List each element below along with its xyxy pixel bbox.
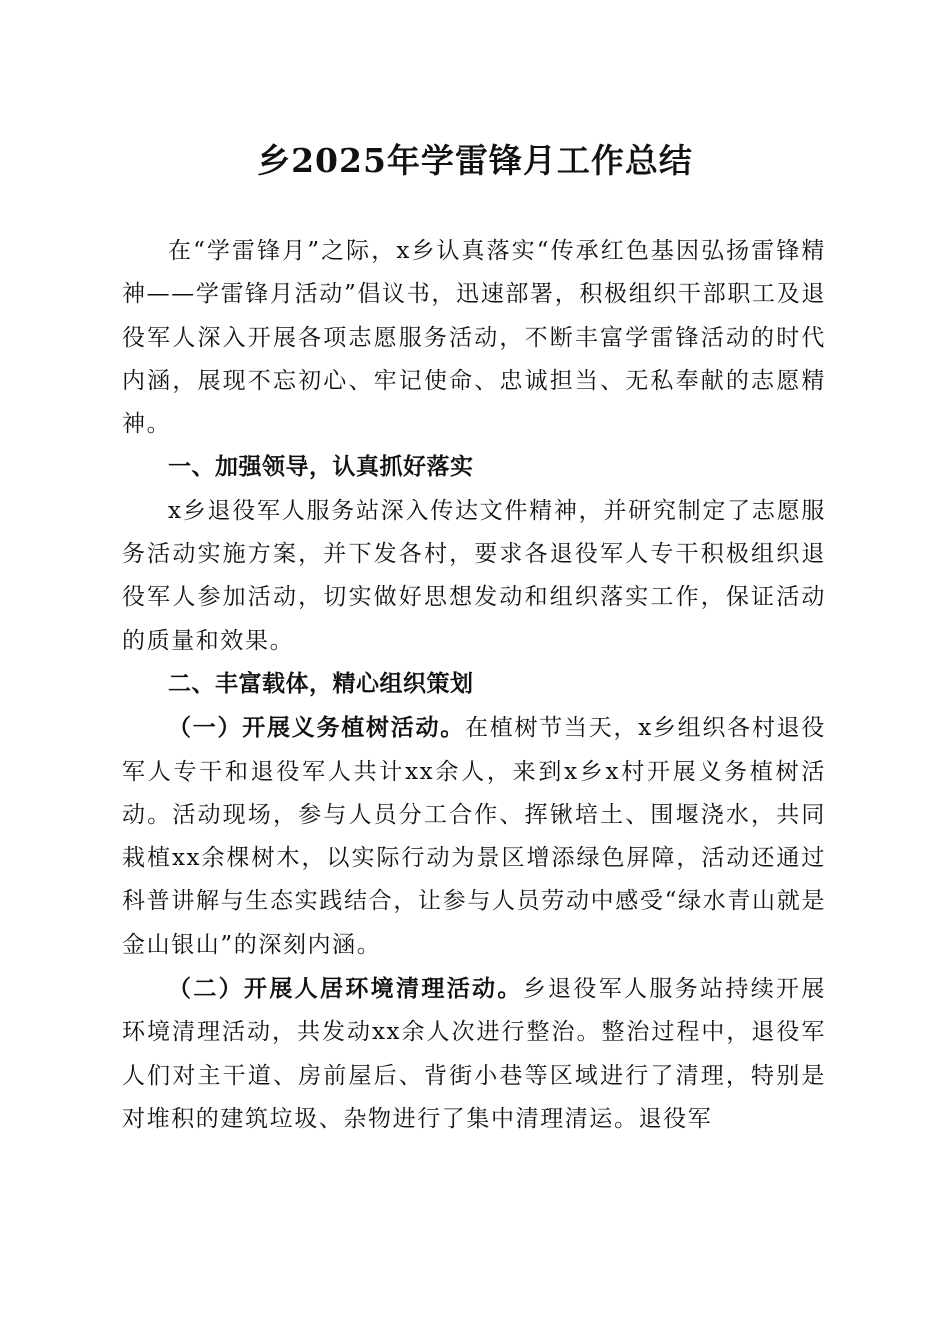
document-title: 乡2025年学雷锋月工作总结 xyxy=(257,141,693,180)
document-body xyxy=(122,230,826,1141)
section-1-paragraph: x乡退役军人服务站深入传达文件精神，并研究制定了志愿服务活动实施方案，并下发各村，要求各退役军人专干积极组织退役军人参加活动，切实做好思想发动和组织落实工作，保证活动的质量和效果。 xyxy=(122,497,826,654)
section-2-item-1-body: 在植树节当天，x乡组织各村退役军人专干和退役军人共计xx余人，来到x乡x村开展义务植树活动。活动现场，参与人员分工合作、挥锹培土、围堰浇水，共同栽植xx余棵树木，以实际行动为景区增添绿色屏障，活动还通过科普讲解与生态实践结合，让参与人员劳动中感受“绿水青山就是金山银山”的深刻内涵。 xyxy=(122,715,826,958)
section-1-heading: 一、加强领导，认真抓好落实 xyxy=(168,454,474,481)
section-2-item-2-lead: （二）开展人居环境清理活动。 xyxy=(168,975,523,1003)
section-2-item-1-paragraph xyxy=(122,706,826,967)
section-2-item-2-body: 乡退役军人服务站持续开展环境清理活动，共发动xx余人次进行整治。整治过程中，退役军人们对主干道、房前屋后、背街小巷等区域进行了清理，特别是对堆积的建筑垃圾、杂物进行了集中清理清运。退役军 xyxy=(122,976,826,1132)
section-2-item-1-lead: （一）开展义务植树活动。 xyxy=(168,714,465,742)
section-2-heading: 二、丰富载体，精心组织策划 xyxy=(168,670,474,697)
section-2-item-2-paragraph xyxy=(122,967,826,1141)
intro-paragraph: 在“学雷锋月”之际，x乡认真落实“传承红色基因弘扬雷锋精神——学雷锋月活动”倡议书，迅速部署，积极组织干部职工及退役军人深入开展各项志愿服务活动，不断丰富学雷锋活动的时代内涵，展现不忘初心、牢记使命、忠诚担当、无私奉献的志愿精神。 xyxy=(122,238,826,438)
